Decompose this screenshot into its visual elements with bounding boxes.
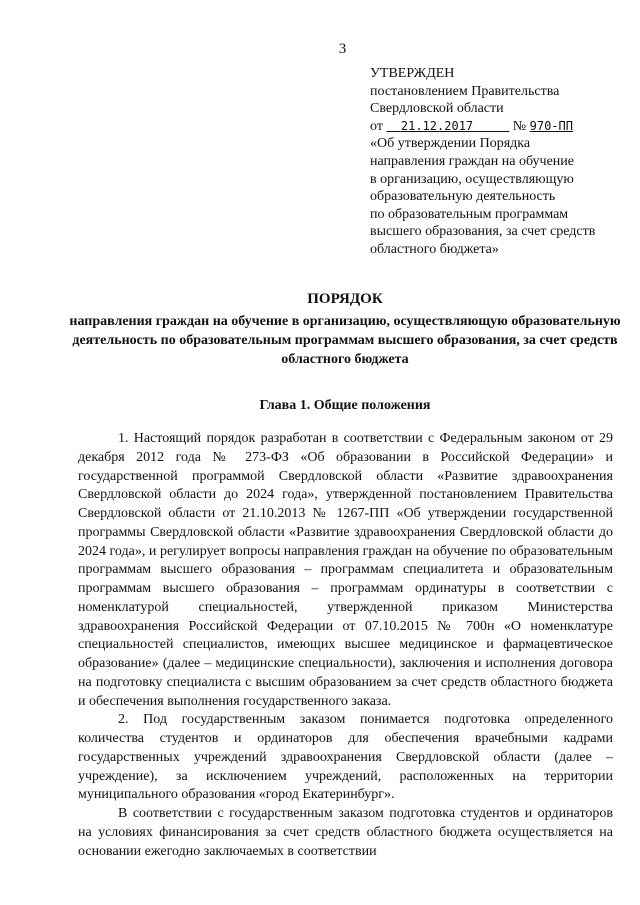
approval-date-line	[370, 118, 632, 136]
approval-subject-line: образовательную деятельность	[370, 189, 556, 205]
document-body	[78, 430, 613, 861]
paragraph: 1. Настоящий порядок разработан в соответствии с Федеральным законом от 29 декабря 2012 года № 273-ФЗ «Об образовании в Российской Федерации» и государственной программой Свердловской области «Развитие здравоохранения Свердловской области до 2024 года», утвержденной постановлением Правительства Свердловской области от 21.10.2013 № 1267-ПП «Об утверждении государственной программы Свердловской области «Развитие здравоохранения Свердловской области до 2024 года», и регулирует вопросы направления граждан на обучение по образовательным программам высшего образования – программам специалитета и образовательным программам высшего образования – программам ординатуры в соответствии с номенклатурой специальностей, утвержденной приказом Министерства здравоохранения Российской Федерации от 07.10.2015 № 700н «О номенклатуре специальностей специалистов, имеющих высшее медицинское и фармацевтическое образование» (далее – медицинские специальности), заключения и исполнения договора на подготовку специалиста с высшим образованием за счет средств областного бюджета и обеспечения выполнения государственного заказа.	[78, 431, 613, 709]
approval-line: постановлением Правительства	[370, 83, 560, 99]
approval-date: 21.12.2017	[400, 118, 474, 133]
approval-heading: УТВЕРЖДЕН	[370, 66, 455, 81]
document-subtitle: направления граждан на обучение в организацию, осуществляющую образовательную деятельность по образовательным программам высшего образования, за счет средств областного бюджета	[69, 314, 621, 367]
chapter-title: Глава 1. Общие положения	[259, 398, 431, 413]
approval-subject-line: направления граждан на обучение	[370, 153, 574, 169]
paragraph: 2. Под государственным заказом понимается подготовка определенного количества студентов и ординаторов для обеспечения врачебными кадрами государственных учреждений здравоохранения Свердловской области (далее – учреждение), за исключением учреждений, расположенных на территории муниципального образования «город Екатеринбург».	[78, 712, 613, 803]
number-prefix: №	[512, 118, 527, 134]
approval-number: 970-ПП	[529, 118, 573, 133]
approval-subject-line: в организацию, осуществляющую	[370, 171, 574, 187]
paragraph: В соответствии с государственным заказом подготовка студентов и ординаторов на условиях финансирования за счет средств областного бюджета осуществляется на основании ежегодно заключаемых в соответствии	[78, 806, 613, 859]
document-title: ПОРЯДОК	[307, 291, 383, 307]
approval-subject-line: областного бюджета»	[370, 241, 499, 257]
approval-subject-line: по образовательным программам	[370, 206, 569, 222]
approval-line: Свердловской области	[370, 101, 504, 117]
page-number: 3	[338, 41, 347, 57]
date-prefix: от	[370, 118, 383, 134]
approval-block	[370, 65, 632, 259]
approval-subject-line: «Об утверждении Порядка	[370, 136, 531, 152]
document-title-block	[60, 290, 630, 369]
approval-subject-line: высшего образования, за счет средств	[370, 224, 596, 240]
